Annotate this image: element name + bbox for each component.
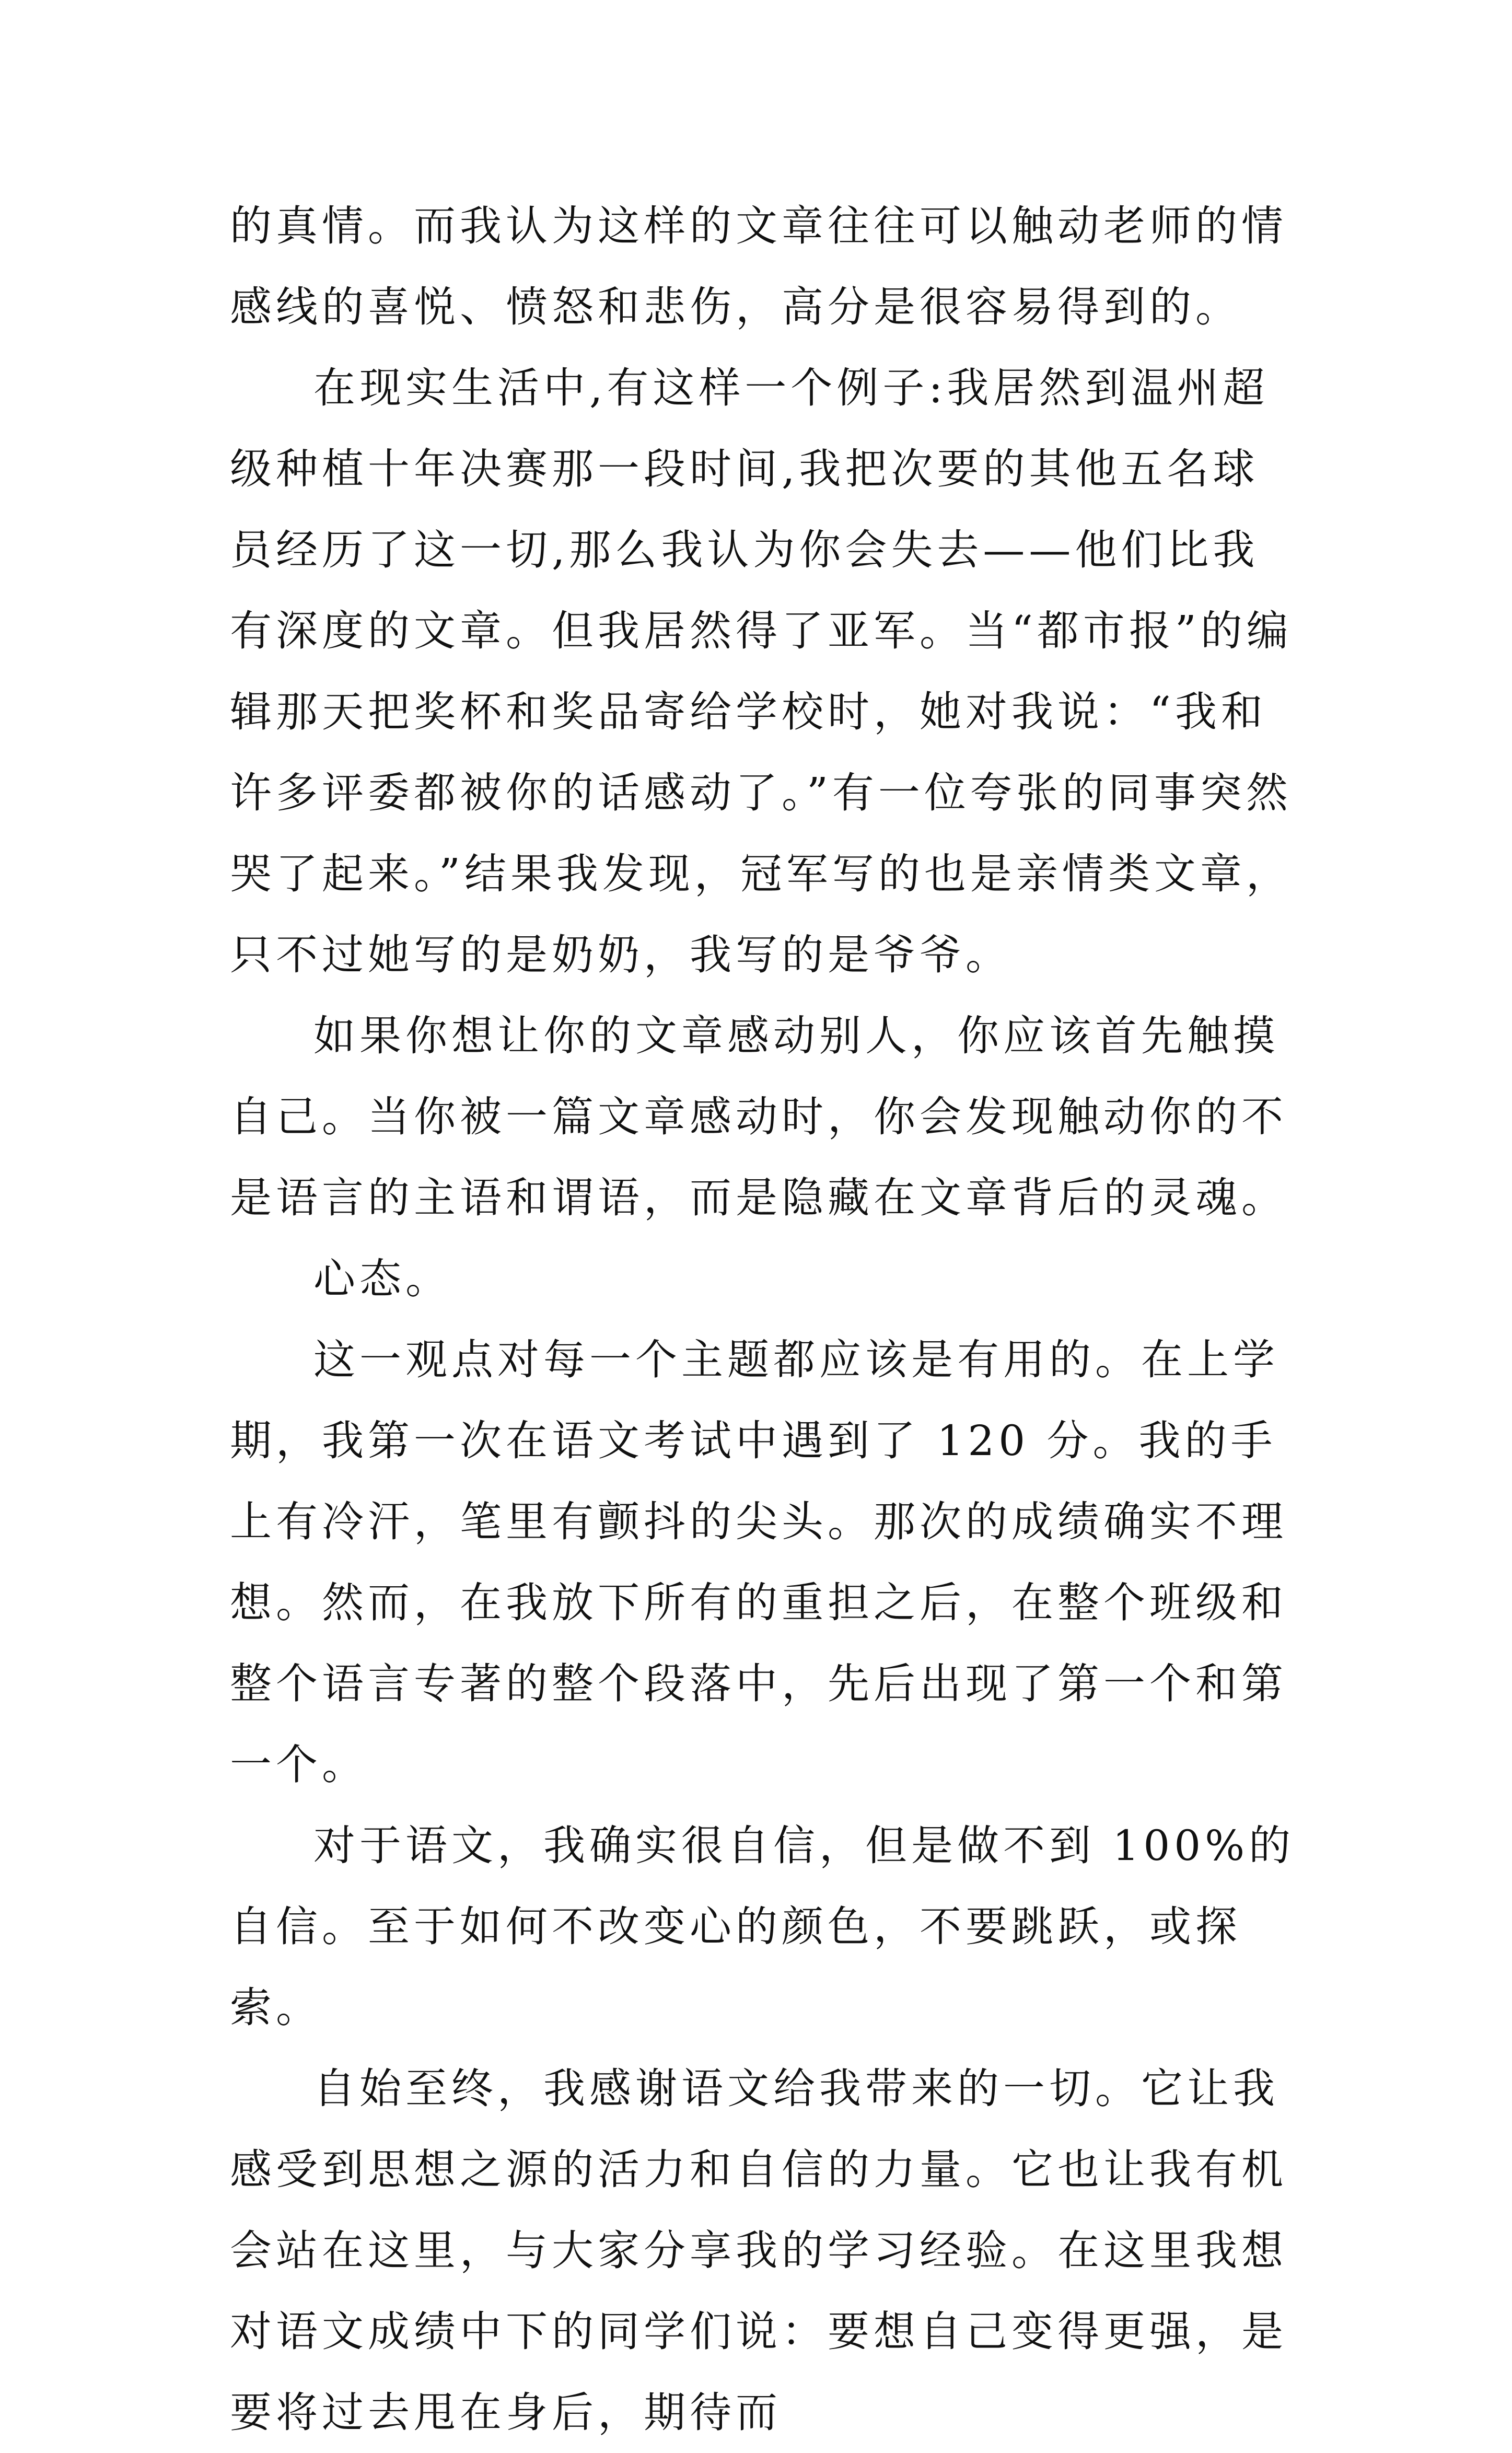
paragraph-7: 自始至终，我感谢语文给我带来的一切。它让我感受到思想之源的活力和自信的力量。它也让我有机会站在这里，与大家分享我的学习经验。在这里我想对语文成绩中下的同学们说：要想自己变得更强，是要将过去甩在身后，期待而 <box>230 2064 1287 2437</box>
paragraph-2: 在现实生活中,有这样一个例子:我居然到温州超级种植十年决赛那一段时间,我把次要的其他五名球员经历了这一切,那么我认为你会失去——他们比我有深度的文章。但我居然得了亚军。当“都市报”的编辑那天把奖杯和奖品寄给学校时，她对我说：“我和许多评委都被你的话感动了。”有一位夸张的同事突然哭了起来。”结果我发现，冠军写的也是亲情类文章，只不过她写的是奶奶，我写的是爷爷。 <box>230 364 1293 979</box>
paragraph-4: 心态。 <box>313 1254 451 1303</box>
paragraph-3: 如果你想让你的文章感动别人，你应该首先触摸自己。当你被一篇文章感动时，你会发现触动你的不是语言的主语和谓语，而是隐藏在文章背后的灵魂。 <box>230 1012 1287 1222</box>
paragraph-1: 的真情。而我认为这样的文章往往可以触动老师的情感线的喜悦、愤怒和悲伤，高分是很容易得到的。 <box>230 202 1287 331</box>
paragraph-5: 这一观点对每一个主题都应该是有用的。在上学期，我第一次在语文考试中遇到了 120 分。我的手上有冷汗，笔里有颤抖的尖头。那次的成绩确实不理想。然而，在我放下所有的重担之后，在整个班级和整个语言专著的整个段落中，先后出现了第一个和第一个。 <box>230 1335 1287 1789</box>
paragraph-6: 对于语文，我确实很自信，但是做不到 100%的自信。至于如何不改变心的颜色，不要跳跃，或探索。 <box>230 1821 1295 2032</box>
document-body <box>230 185 1301 2453</box>
